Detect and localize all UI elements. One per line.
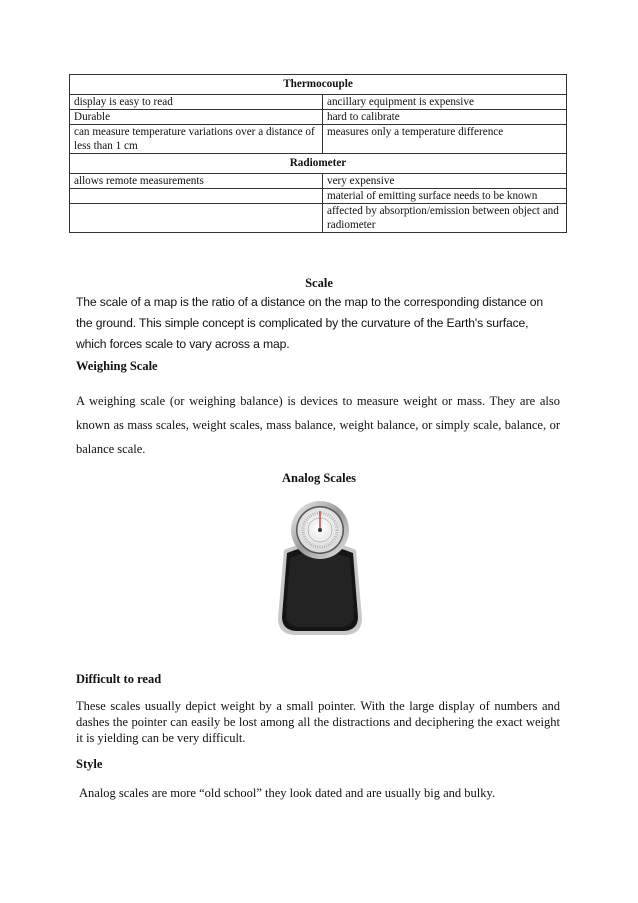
table-row	[70, 110, 567, 125]
style-heading: Style	[76, 757, 103, 771]
table-row	[70, 204, 567, 233]
weighing-scale-heading: Weighing Scale	[76, 359, 158, 373]
scale-paragraph: The scale of a map is the ratio of a distance on the map to the corresponding distance on the ground. This simple concept is complicated by the curvature of the Earth's surface, which forces scale to vary across a map.	[76, 295, 543, 351]
table-cell: Durable	[70, 110, 323, 125]
bathroom-scale-icon	[270, 500, 370, 640]
table-row	[70, 95, 567, 110]
table-row	[70, 189, 567, 204]
table-cell: ancillary equipment is expensive	[323, 95, 567, 110]
table-cell: measures only a temperature difference	[323, 125, 567, 154]
table-cell: hard to calibrate	[323, 110, 567, 125]
table-cell: very expensive	[323, 174, 567, 189]
table-cell	[70, 204, 323, 233]
table-cell	[70, 189, 323, 204]
thermocouple-header: Thermocouple	[70, 75, 567, 95]
radiometer-header: Radiometer	[70, 154, 567, 174]
table-cell: material of emitting surface needs to be known	[323, 189, 567, 204]
table-row	[70, 125, 567, 154]
analog-scales-heading: Analog Scales	[282, 471, 356, 485]
weighing-scale-paragraph: A weighing scale (or weighing balance) is devices to measure weight or mass. They are also known as mass scales, weight scales, mass balance, weight balance, or simply scale, balance, or balance scale.	[76, 394, 560, 456]
comparison-table	[69, 74, 567, 233]
table-cell: display is easy to read	[70, 95, 323, 110]
style-paragraph: Analog scales are more “old school” they look dated and are usually big and bulky.	[79, 786, 496, 800]
difficult-to-read-paragraph: These scales usually depict weight by a small pointer. With the large display of numbers and dashes the pointer can easily be lost among all the distractions and deciphering the exact weight it is yielding can be very difficult.	[76, 699, 560, 745]
table-cell: allows remote measurements	[70, 174, 323, 189]
difficult-to-read-heading: Difficult to read	[76, 672, 162, 686]
table-cell: affected by absorption/emission between object and radiometer	[323, 204, 567, 233]
table-cell: can measure temperature variations over a distance of less than 1 cm	[70, 125, 323, 154]
table-row	[70, 174, 567, 189]
scale-heading: Scale	[305, 276, 333, 290]
